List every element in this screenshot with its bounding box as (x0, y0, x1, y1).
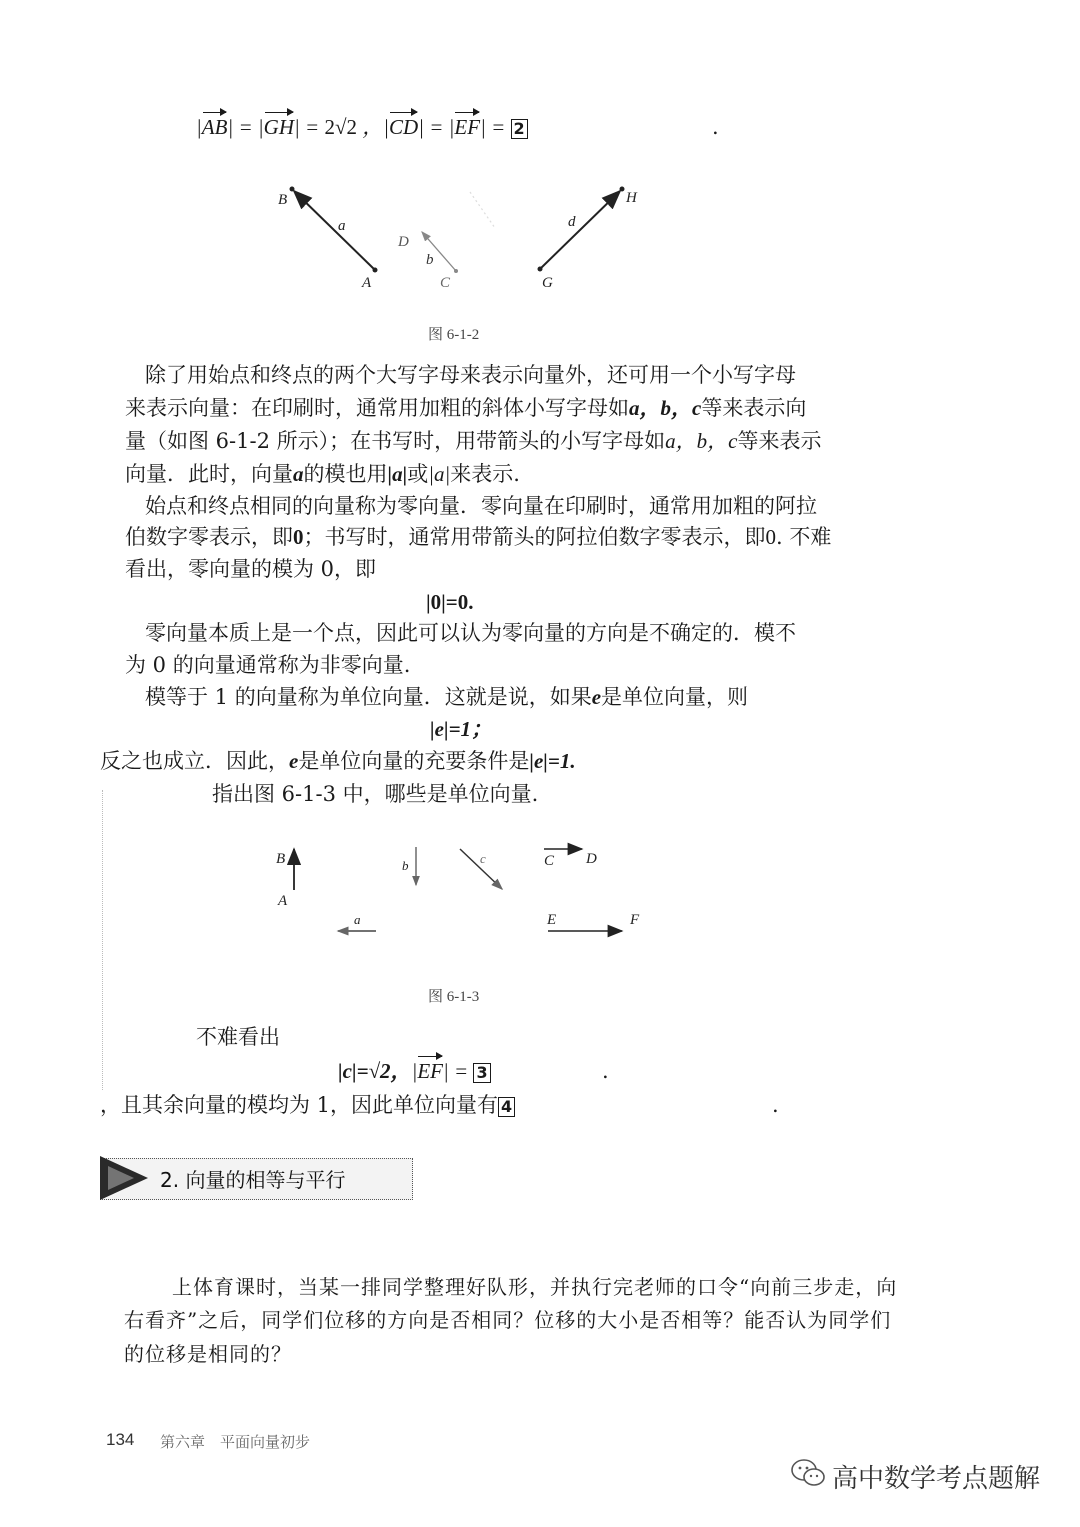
question-line1: 上体育课时，当某一排同学整理好队形，并执行完老师的口令“向前三步走，向 (172, 1275, 898, 1299)
vector-ab: AB (202, 110, 228, 144)
label-C: C (544, 853, 555, 869)
label-E: E (547, 912, 557, 928)
wechat-icon (790, 1458, 826, 1488)
para2-line2: 伯数字零表示，即0；书写时，通常用带箭头的阿拉伯数字零表示，即0. 不难 (125, 525, 832, 549)
chapter-title: 第六章 平面向量初步 (160, 1433, 311, 1451)
para3-line2: 为 0 的向量通常称为非零向量. (125, 653, 411, 677)
label-d: d (568, 214, 576, 230)
label-G: G (542, 275, 553, 291)
para1-line3: 量（如图 6-1-2 所示）；在书写时，用带箭头的小写字母如a，b，c等来表示 (125, 429, 822, 453)
question-line2: 右看齐”之后，同学们位移的方向是否相同？位移的大小是否相等？能否认为同学们 (124, 1308, 892, 1332)
blank-box-3: 3 (473, 1063, 490, 1083)
para3-line1: 零向量本质上是一个点，因此可以认为零向量的方向是不确定的．模不 (145, 621, 796, 645)
label-F: F (630, 912, 640, 928)
figure-6-1-2 (270, 170, 670, 300)
label-c: c (480, 851, 486, 866)
page-number: 134 (106, 1430, 135, 1449)
para1-line1: 除了用始点和终点的两个大写字母来表示向量外，还可用一个小写字母 (145, 363, 796, 387)
equation-unit: |e|=1； (430, 717, 493, 741)
vector-ef: EF (417, 1054, 443, 1088)
top-formula-dot: . (712, 115, 719, 139)
question-line3: 的位移是相同的？ (124, 1342, 292, 1366)
label-D: D (398, 234, 409, 250)
label-H: H (626, 190, 637, 206)
para2-line3: 看出，零向量的模为 0，即 (125, 557, 377, 581)
top-formula: |AB| = |GH| = 2√2 ，|CD| = |EF| = 2 (196, 110, 528, 144)
exercise-task: 指出图 6-1-3 中，哪些是单位向量. (212, 782, 539, 806)
watermark-text: 高中数学考点题解 (832, 1463, 1041, 1493)
vector-ef: EF (454, 110, 480, 144)
label-A: A (278, 893, 288, 909)
figure-caption-6-1-3: 图 6-1-3 (428, 989, 480, 1005)
label-a: a (354, 912, 361, 927)
answer-line1-dot: . (602, 1059, 609, 1083)
label-b: b (402, 858, 409, 873)
answer-intro: 不难看出 (196, 1025, 280, 1049)
blank-box-2: 2 (511, 119, 528, 139)
vector-d-line (540, 191, 620, 269)
para1-line4: 向量．此时，向量a的模也用|a|或|a|来表示. (125, 462, 520, 486)
section-arrow-icon (100, 1156, 150, 1200)
para2-line1: 始点和终点相同的向量称为零向量．零向量在印刷时，通常用加粗的阿拉 (145, 494, 817, 518)
label-A: A (362, 275, 372, 291)
bold-vars: a，b，c (629, 396, 702, 420)
figure-caption-6-1-2: 图 6-1-2 (428, 327, 480, 343)
vector-cd: CD (389, 110, 418, 144)
para5-line: 反之也成立．因此，e是单位向量的充要条件是|e|=1. (100, 749, 576, 773)
vector-a-line (294, 191, 375, 270)
blank-box-4: 4 (498, 1097, 515, 1117)
section-title: 2. 向量的相等与平行 (160, 1168, 346, 1192)
arrow-vars: a，b，c (665, 429, 738, 453)
label-B: B (276, 851, 286, 867)
equation-zero: |0|=0. (426, 590, 474, 614)
para1-line2: 来表示向量：在印刷时，通常用加粗的斜体小写字母如a，b，c等来表示向 (125, 396, 807, 420)
magnitude-value: 2√2 (324, 115, 357, 139)
answer-line2: ，且其余向量的模均为 1，因此单位向量有 4 (100, 1088, 515, 1122)
exercise-margin-rule (102, 790, 103, 1090)
answer-line1: |c|=√2，|EF| = 3 (338, 1054, 491, 1088)
label-a: a (338, 218, 346, 234)
label-B: B (278, 192, 288, 208)
vector-gh: GH (264, 110, 294, 144)
label-b: b (426, 252, 434, 268)
label-C: C (440, 275, 451, 291)
answer-line2-dot: . (772, 1093, 779, 1117)
figure-6-1-3 (270, 835, 670, 945)
label-D: D (586, 851, 597, 867)
para4-line1: 模等于 1 的向量称为单位向量．这就是说，如果e是单位向量，则 (145, 685, 749, 709)
